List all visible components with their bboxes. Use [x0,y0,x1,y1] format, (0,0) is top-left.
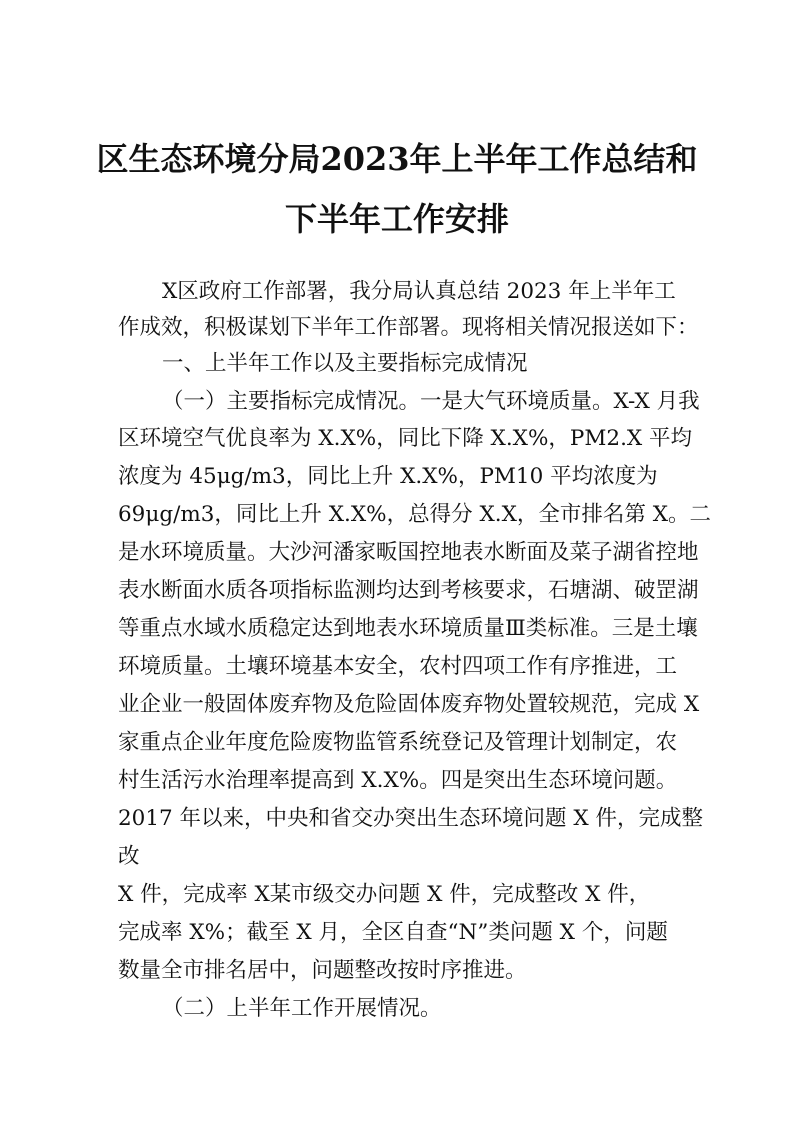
subsection-heading: （一）主要指标完成情况。一是大气环境质量。X-X 月我 [162,389,700,414]
body-line: X 件，完成率 X某市级交办问题 X 件，完成整改 X 件， [118,882,651,907]
body-line: 业企业一般固体废弃物及危险固体废弃物处置较规范，完成 X [118,692,700,717]
body-line: 完成率 X%；截至 X 月，全区自查“N”类问题 X 个，问题 [118,920,668,945]
body-line: 是水环境质量。大沙河潘家畈国控地表水断面及菜子湖省控地 [118,540,699,565]
body-line: 村生活污水治理率提高到 X.X%。四是突出生态环境问题。 [118,768,678,793]
body-line: 改 [118,844,140,869]
subsection-heading: （二）上半年工作开展情况。 [162,996,442,1021]
body-line: 家重点企业年度危险废物监管系统登记及管理计划制定，农 [118,730,678,755]
body-line: 区环境空气优良率为 X.X%，同比下降 X.X%，PM2.X 平均 [118,426,693,451]
body-line: 69μg/m3，同比上升 X.X%，总得分 X.X，全市排名第 X。二 [118,502,712,527]
body-line: 浓度为 45μg/m3，同比上升 X.X%，PM10 平均浓度为 [118,464,658,489]
body-line: 数量全市排名居中，问题整改按时序推进。 [118,958,527,983]
body-line: 2017 年以来，中央和省交办突出生态环境问题 X 件，完成整 [118,806,704,831]
body-line: 环境质量。土壤环境基本安全，农村四项工作有序推进，工 [118,654,678,679]
section-heading: 一、上半年工作以及主要指标完成情况 [162,351,528,376]
document-title-line-1: 区生态环境分局2023年上半年工作总结和 [96,140,698,178]
body-line: 作成效，积极谋划下半年工作部署。现将相关情况报送如下： [118,315,699,340]
body-line: X区政府工作部署，我分局认真总结 2023 年上半年工 [162,279,676,304]
document-title-line-2: 下半年工作安排 [284,200,509,238]
body-line: 表水断面水质各项指标监测均达到考核要求，石塘湖、破罡湖 [118,578,699,603]
body-line: 等重点水域水质稳定达到地表水环境质量Ⅲ类标准。三是土壤 [118,616,698,641]
